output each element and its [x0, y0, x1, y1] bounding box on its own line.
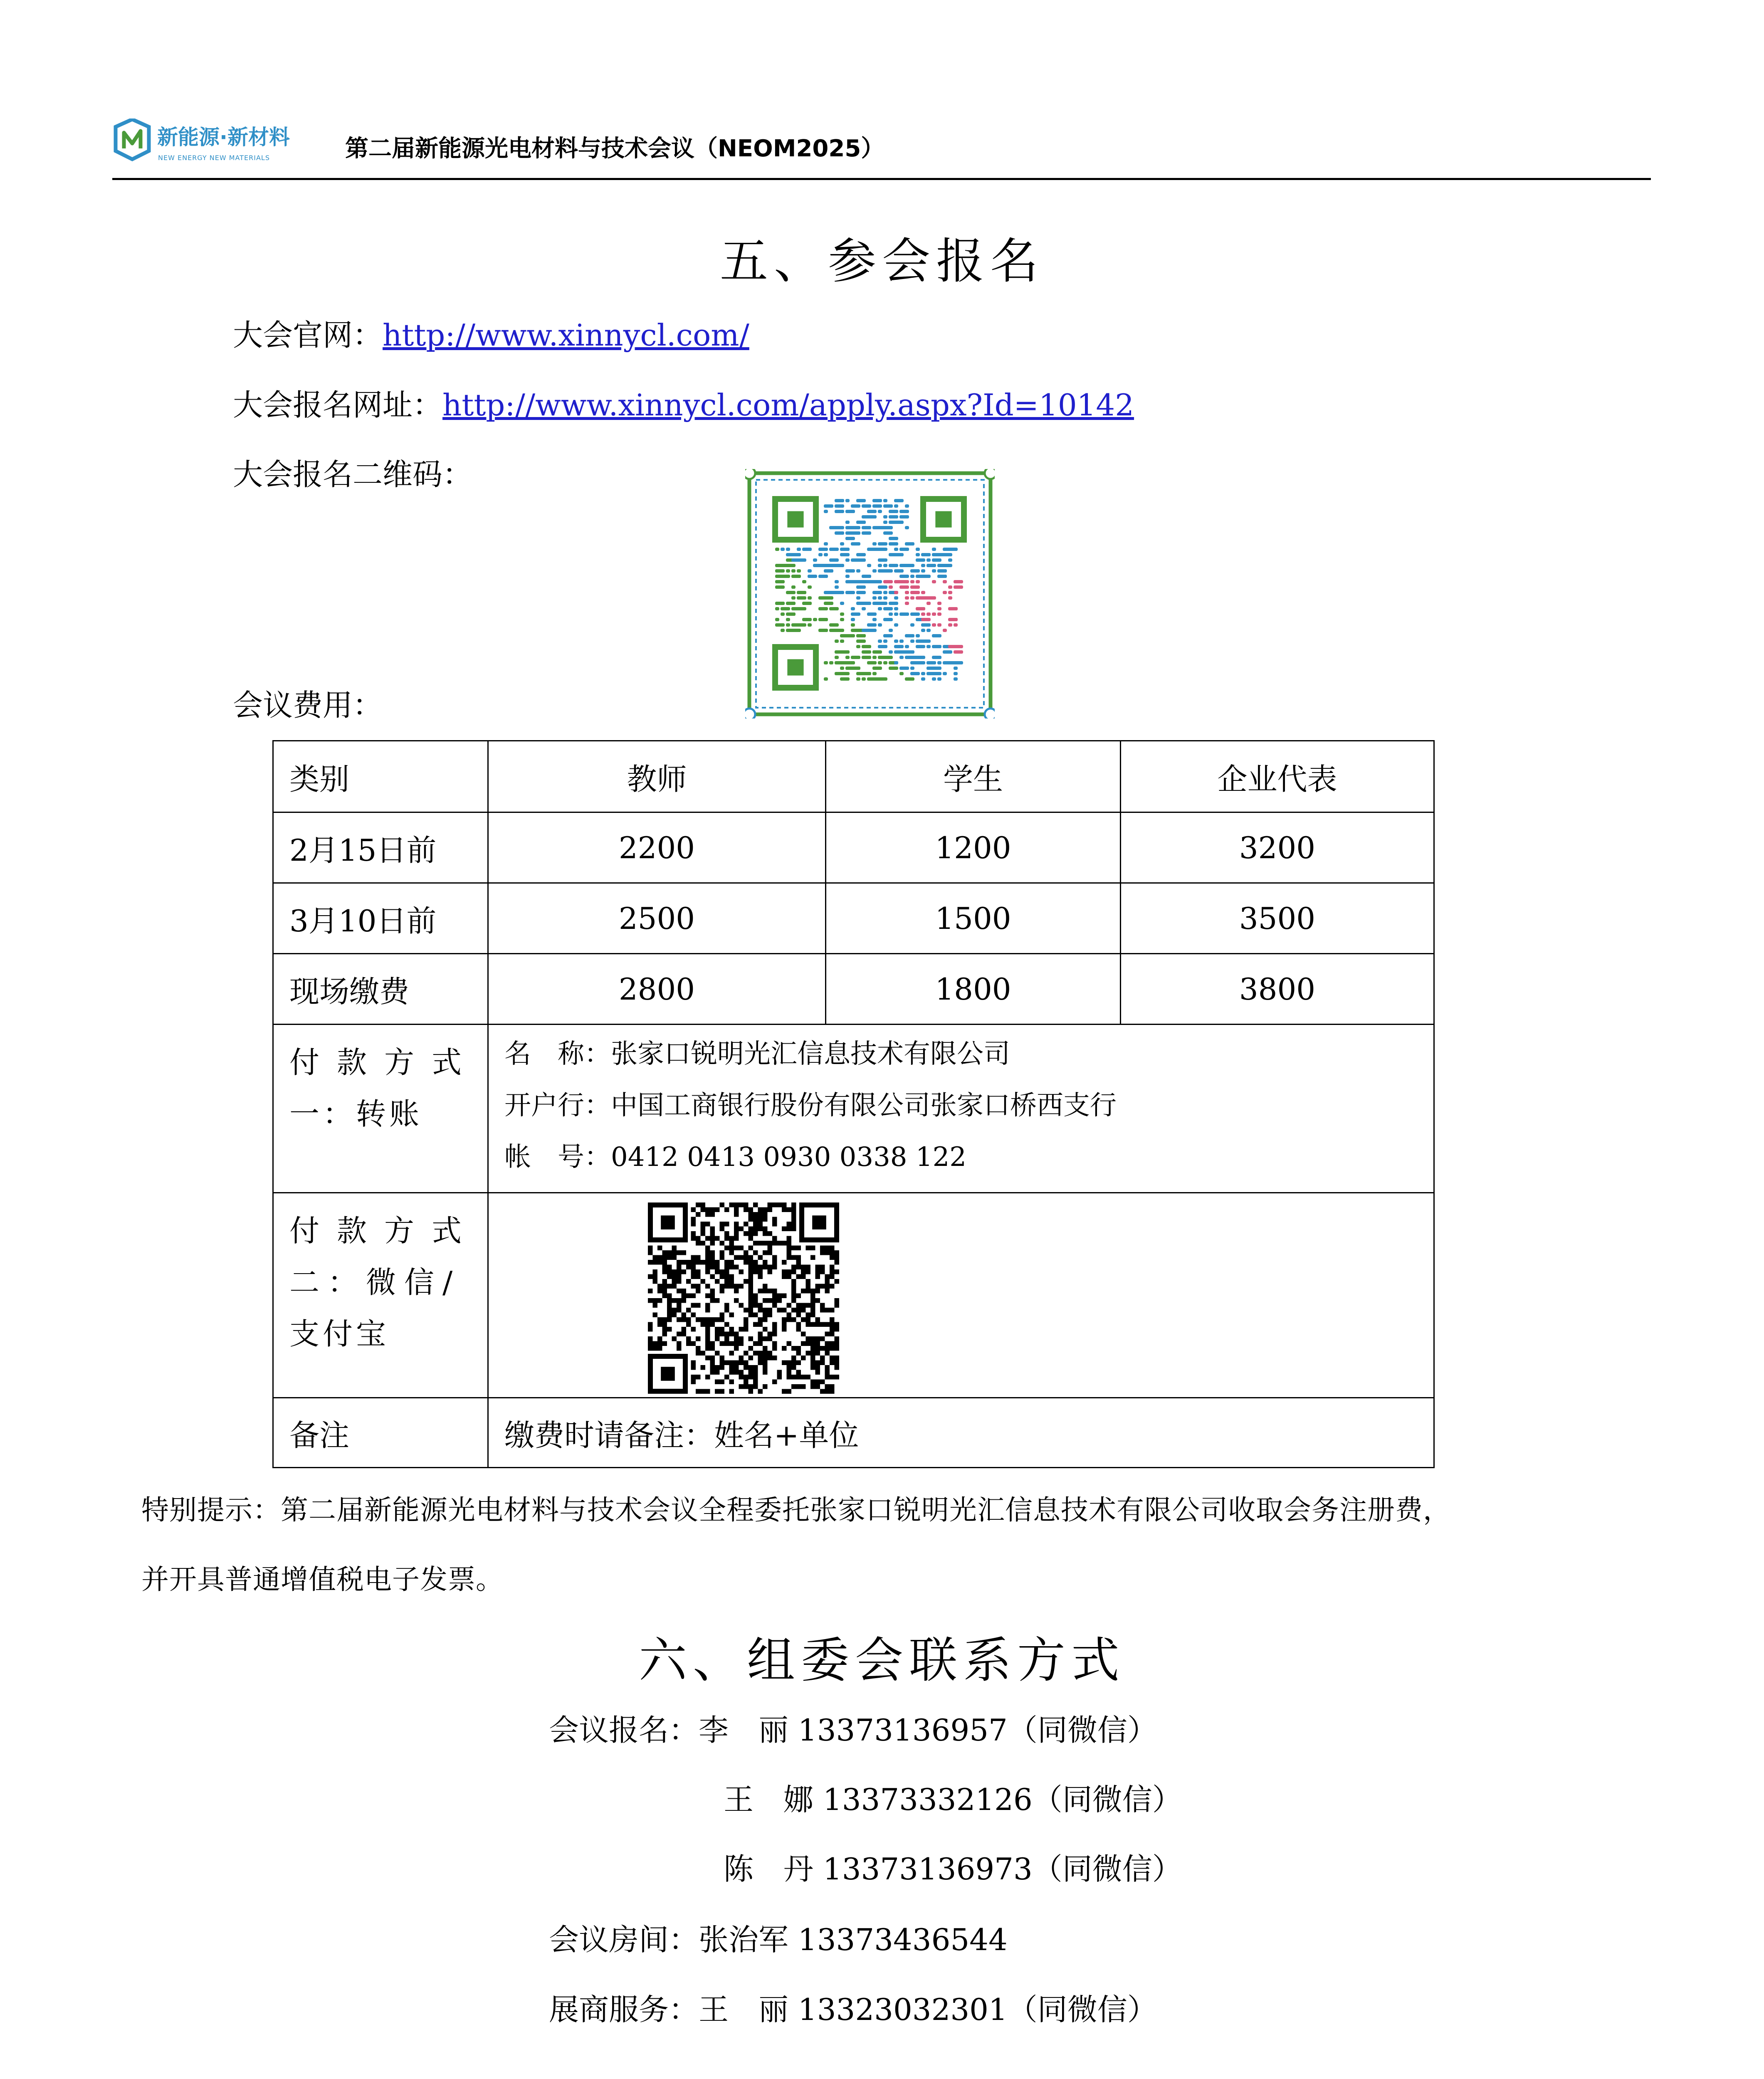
account-name: 名 称：张家口锐明光汇信息技术有限公司 — [504, 1039, 1010, 1069]
contact-phone: 13373136957（同微信） — [798, 1713, 1157, 1748]
remark-value: 缴费时请备注：姓名+单位 — [488, 1398, 1434, 1468]
logo-mark-icon — [116, 119, 149, 159]
contact-line-1 — [549, 1713, 1157, 1748]
fee-cell: 1800 — [826, 954, 1121, 1025]
payment-qr-cell — [488, 1193, 1434, 1398]
payment-method-transfer — [273, 1025, 1434, 1193]
fee-cell: 1500 — [826, 883, 1121, 954]
table-row — [273, 812, 1434, 883]
remark-row — [273, 1398, 1434, 1468]
payment-method-2-line3: 支付宝 — [289, 1316, 390, 1351]
header-category: 类别 — [273, 741, 488, 812]
payment-method-1-label — [273, 1025, 488, 1193]
logo-sub-text: NEW ENERGY NEW MATERIALS — [158, 154, 270, 162]
header-student: 学生 — [826, 741, 1121, 812]
contact-phone: 13373332126（同微信） — [823, 1782, 1182, 1817]
fee-table-header — [273, 741, 1434, 812]
apply-label: 大会报名网址： — [233, 388, 443, 422]
contact-phone: 13373136973（同微信） — [823, 1852, 1182, 1886]
exhibit-line — [549, 1992, 1157, 2027]
room-contact: 张治军 13373436544 — [699, 1922, 1008, 1957]
conference-logo — [112, 119, 345, 168]
contact-line-2 — [724, 1782, 1182, 1817]
apply-line — [233, 390, 1134, 420]
website-label: 大会官网： — [233, 318, 383, 353]
contact-name: 陈 丹 — [724, 1852, 814, 1886]
header-title: 第二届新能源光电材料与技术会议（NEOM2025） — [345, 135, 884, 162]
account-bank: 开户行：中国工商银行股份有限公司张家口桥西支行 — [504, 1090, 1117, 1121]
payment-method-1-line2: 一：转账 — [289, 1096, 423, 1131]
qr-label: 大会报名二维码： — [233, 457, 473, 492]
page-header — [112, 106, 1651, 181]
bank-account-details — [488, 1025, 1434, 1193]
logo-main-text: 新能源·新材料 — [157, 125, 290, 149]
section-heading-contact: 六、组委会联系方式 — [639, 1632, 1125, 1689]
exhibit-label: 展商服务： — [549, 1992, 699, 2027]
contact-name: 王 娜 — [724, 1782, 814, 1817]
registration-qr-code — [745, 469, 995, 719]
apply-link[interactable]: http://www.xinnycl.com/apply.aspx?Id=10142 — [442, 388, 1134, 422]
fee-cell: 3200 — [1121, 812, 1434, 883]
fee-cell: 2200 — [488, 812, 826, 883]
account-number: 帐 号：0412 0413 0930 0338 122 — [504, 1142, 967, 1173]
contact-name: 李 丽 — [699, 1713, 789, 1748]
table-row — [273, 883, 1434, 954]
payment-method-wechat-alipay — [273, 1193, 1434, 1398]
fee-cell: 3500 — [1121, 883, 1434, 954]
contact-line-3 — [724, 1854, 1182, 1884]
room-line — [549, 1922, 1008, 1957]
website-link[interactable]: http://www.xinnycl.com/ — [383, 318, 749, 353]
website-line — [233, 318, 749, 353]
payment-method-1-line1: 付款方式 — [289, 1045, 479, 1080]
fee-table — [272, 740, 1435, 1468]
table-row — [273, 954, 1434, 1025]
exhibit-contact: 王 丽 13323032301（同微信） — [699, 1992, 1157, 2027]
payment-method-2-line1: 付款方式 — [289, 1213, 479, 1248]
fee-cell: 2500 — [488, 883, 826, 954]
payment-method-2-line2: 二：微信/ — [289, 1265, 461, 1300]
section-heading-registration: 五、参会报名 — [720, 233, 1044, 289]
fee-cell: 3800 — [1121, 954, 1434, 1025]
room-label: 会议房间： — [549, 1922, 699, 1957]
fee-cell: 2800 — [488, 954, 826, 1025]
fee-label: 会议费用： — [233, 688, 383, 723]
row-category: 2月15日前 — [273, 812, 488, 883]
special-notice-line1: 特别提示：第二届新能源光电材料与技术会议全程委托张家口锐明光汇信息技术有限公司收取会务注册费， — [141, 1494, 1451, 1526]
header-teacher: 教师 — [488, 741, 826, 812]
fee-cell: 1200 — [826, 812, 1121, 883]
payment-qr-code — [648, 1202, 839, 1394]
payment-method-2-label — [273, 1193, 488, 1398]
remark-label: 备注 — [273, 1398, 488, 1468]
header-enterprise: 企业代表 — [1121, 741, 1434, 812]
header-divider — [112, 178, 1651, 180]
registration-label: 会议报名： — [549, 1713, 699, 1748]
row-category: 现场缴费 — [273, 954, 488, 1025]
row-category: 3月10日前 — [273, 883, 488, 954]
special-notice-line2: 并开具普通增值税电子发票。 — [141, 1563, 504, 1595]
